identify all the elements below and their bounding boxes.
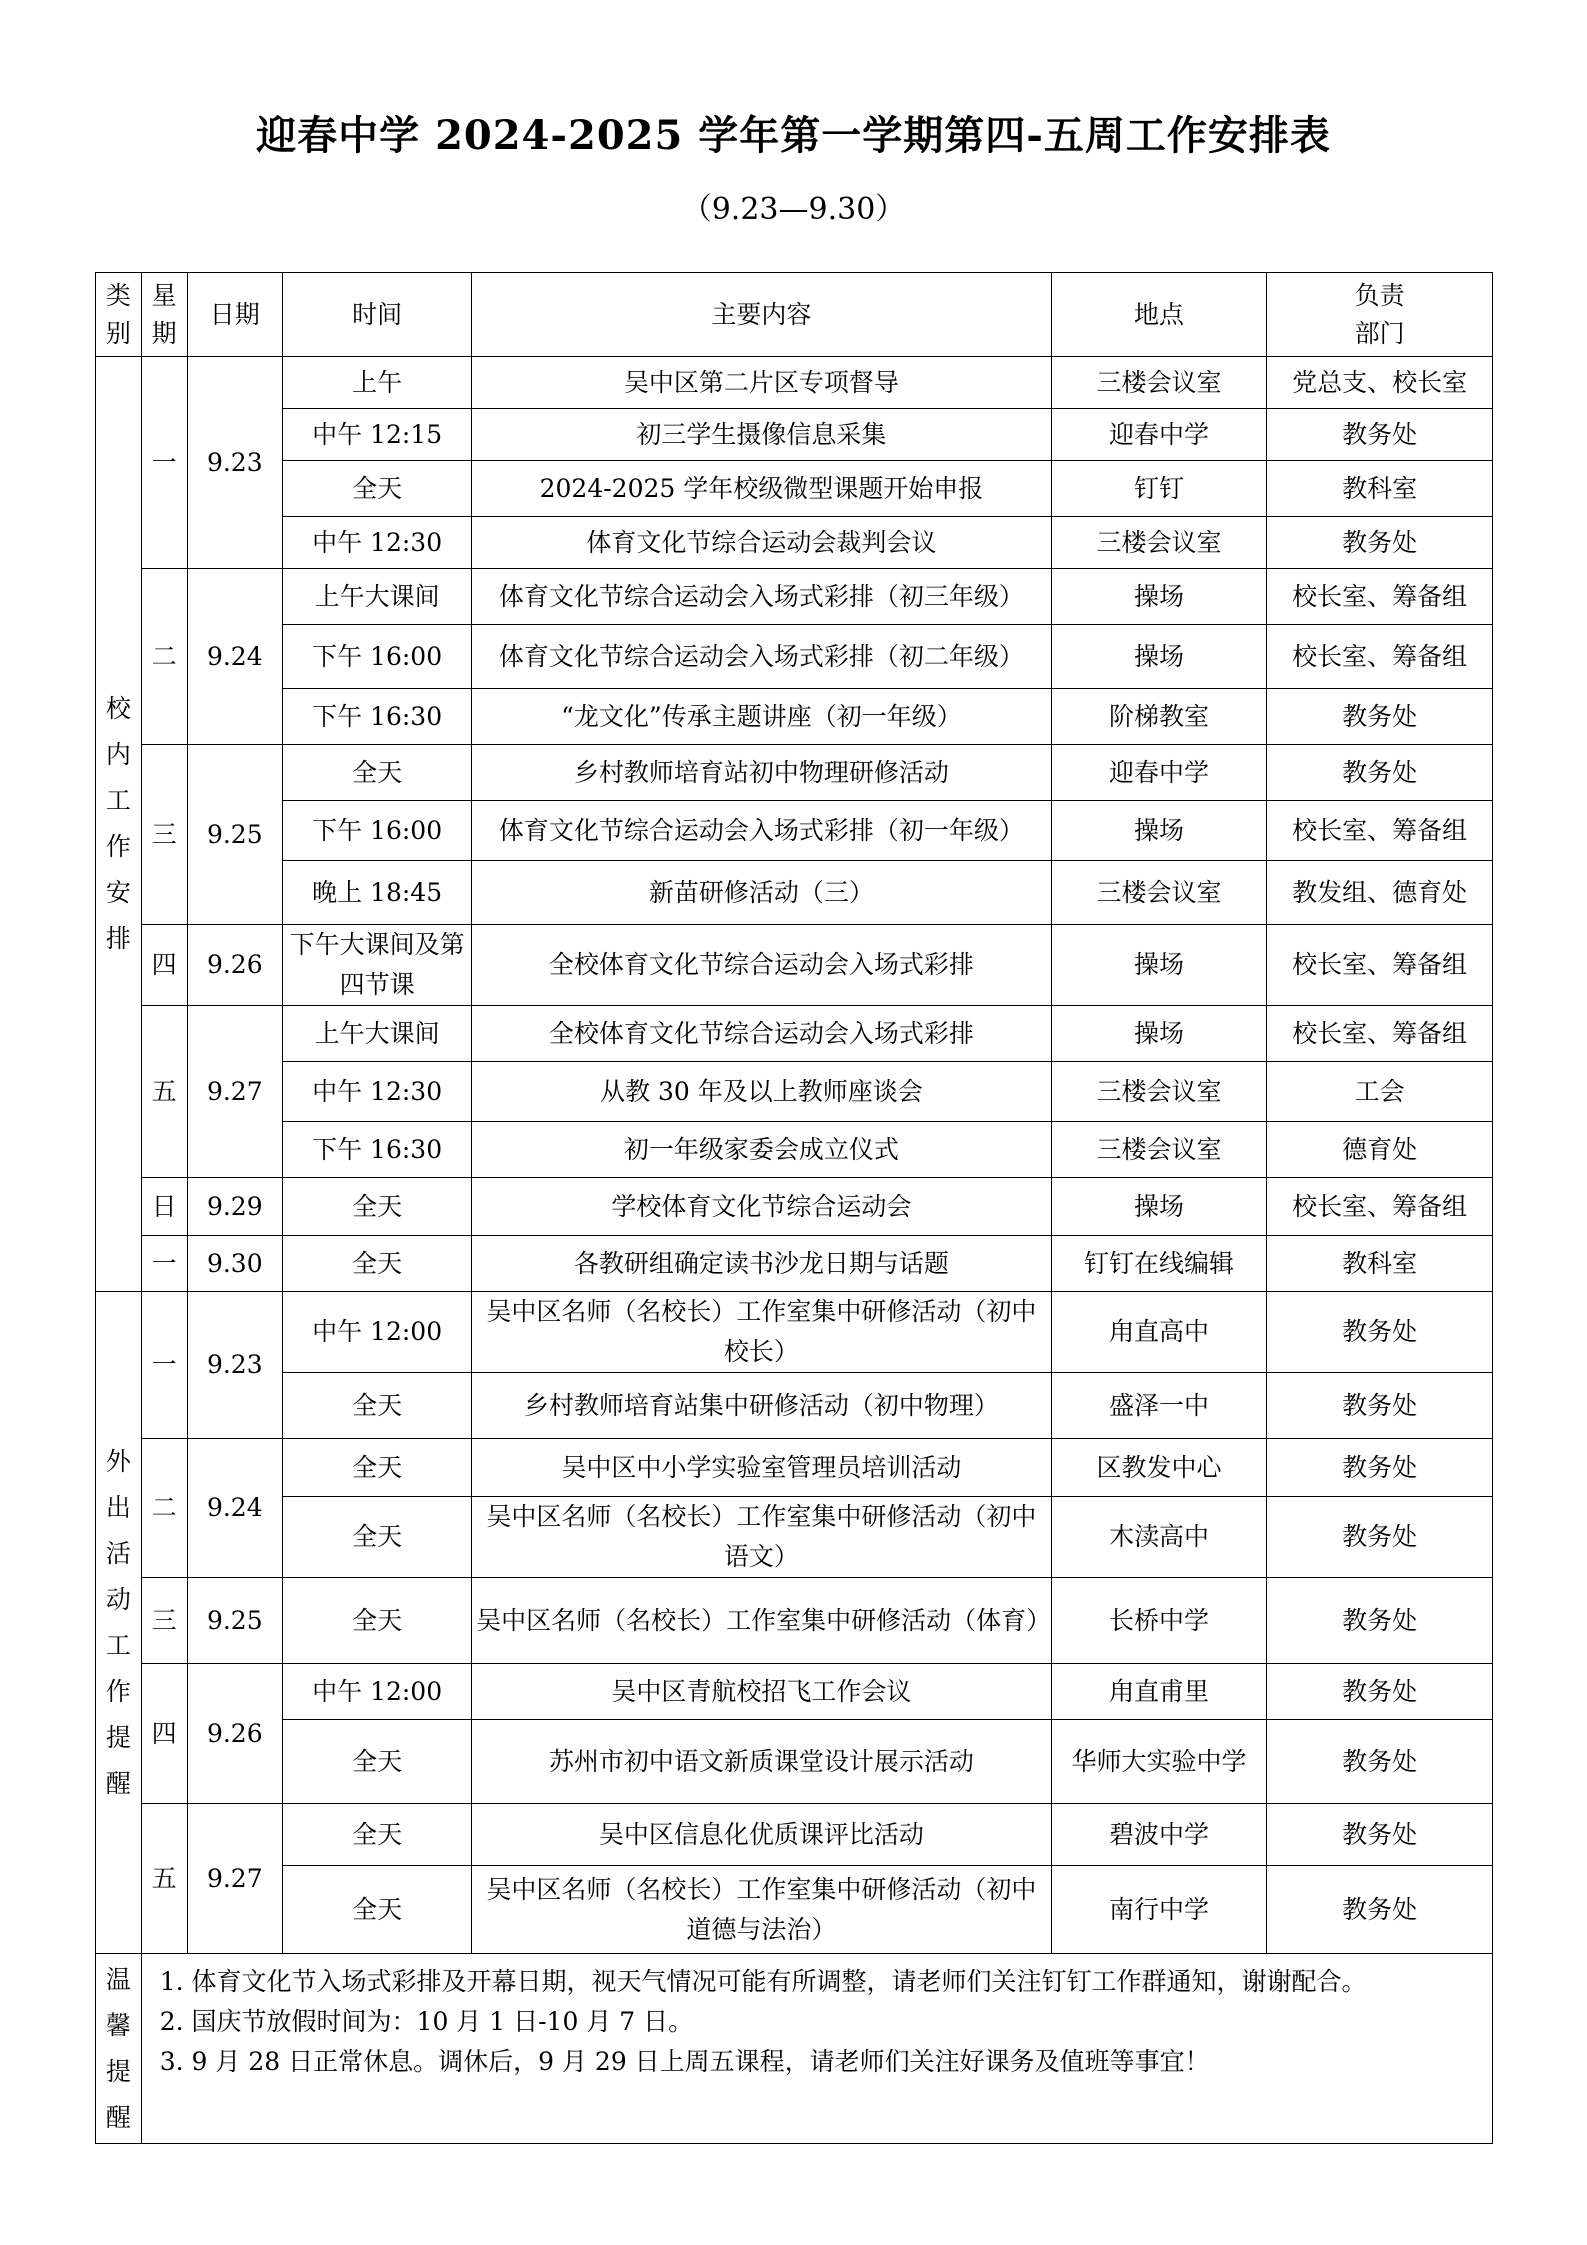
time-cell: 中午 12:15 [283,409,472,461]
time-cell: 全天 [283,1178,472,1236]
schedule-table [95,272,1493,2144]
table-row [96,1439,1493,1497]
dept-cell: 教发组、德育处 [1267,861,1493,925]
place-cell: 甪直高中 [1051,1292,1267,1373]
content-cell: 苏州市初中语文新质课堂设计展示活动 [472,1720,1052,1804]
date-cell: 9.30 [187,1236,283,1292]
content-cell: 吴中区名师（名校长）工作室集中研修活动（初中校长） [472,1292,1052,1373]
weekday-cell: 二 [141,1439,187,1578]
date-cell: 9.25 [187,745,283,925]
content-cell: 新苗研修活动（三） [472,861,1052,925]
place-cell: 长桥中学 [1051,1578,1267,1664]
dept-cell: 教科室 [1267,1236,1493,1292]
place-cell: 操场 [1051,625,1267,689]
time-cell: 下午大课间及第四节课 [283,925,472,1006]
place-cell: 三楼会议室 [1051,861,1267,925]
table-row [96,925,1493,1006]
reminder-category-cell: 温馨提醒 [96,1954,142,2144]
time-cell: 全天 [283,1578,472,1664]
place-cell: 南行中学 [1051,1866,1267,1954]
place-cell: 操场 [1051,569,1267,625]
date-cell: 9.26 [187,925,283,1006]
dept-cell: 教务处 [1267,1439,1493,1497]
table-row [96,1866,1493,1954]
table-row [96,461,1493,517]
time-cell: 全天 [283,1497,472,1578]
place-cell: 华师大实验中学 [1051,1720,1267,1804]
date-cell: 9.26 [187,1664,283,1804]
place-cell: 钉钉在线编辑 [1051,1236,1267,1292]
place-cell: 区教发中心 [1051,1439,1267,1497]
time-cell: 上午大课间 [283,1006,472,1062]
place-cell: 甪直甫里 [1051,1664,1267,1720]
place-cell: 盛泽一中 [1051,1373,1267,1439]
external-category-cell: 外出活动工作提醒 [96,1292,142,1954]
header-place: 地点 [1051,273,1267,357]
content-cell: 初三学生摄像信息采集 [472,409,1052,461]
weekday-cell: 一 [141,357,187,569]
table-row [96,1664,1493,1720]
place-cell: 迎春中学 [1051,409,1267,461]
date-cell: 9.24 [187,1439,283,1578]
dept-cell: 教务处 [1267,1373,1493,1439]
table-row [96,569,1493,625]
time-cell: 中午 12:00 [283,1292,472,1373]
dept-cell: 校长室、筹备组 [1267,1006,1493,1062]
table-row [96,357,1493,409]
table-row [96,745,1493,801]
page-title: 迎春中学 2024-2025 学年第一学期第四-五周工作安排表 [256,112,1331,159]
content-cell: 各教研组确定读书沙龙日期与话题 [472,1236,1052,1292]
dept-cell: 教务处 [1267,745,1493,801]
weekday-cell: 一 [141,1292,187,1439]
weekday-cell: 四 [141,925,187,1006]
time-cell: 全天 [283,745,472,801]
weekday-cell: 日 [141,1178,187,1236]
content-cell: 吴中区名师（名校长）工作室集中研修活动（初中道德与法治） [472,1866,1052,1954]
place-cell: 操场 [1051,1006,1267,1062]
table-row [96,801,1493,861]
time-cell: 下午 16:30 [283,689,472,745]
time-cell: 全天 [283,1866,472,1954]
place-cell: 阶梯教室 [1051,689,1267,745]
place-cell: 操场 [1051,1178,1267,1236]
content-cell: 全校体育文化节综合运动会入场式彩排 [472,1006,1052,1062]
dept-cell: 德育处 [1267,1122,1493,1178]
dept-cell: 教务处 [1267,1804,1493,1866]
time-cell: 上午大课间 [283,569,472,625]
time-cell: 中午 12:30 [283,1062,472,1122]
time-cell: 全天 [283,1373,472,1439]
time-cell: 晚上 18:45 [283,861,472,925]
date-cell: 9.27 [187,1006,283,1178]
date-cell: 9.25 [187,1578,283,1664]
reminder-note: 1. 体育文化节入场式彩排及开幕日期，视天气情况可能有所调整，请老师们关注钉钉工作群通知，谢谢配合。 [159,1967,1367,1996]
content-cell: 吴中区第二片区专项督导 [472,357,1052,409]
time-cell: 全天 [283,1720,472,1804]
time-cell: 全天 [283,461,472,517]
header-weekday: 星期 [141,273,187,357]
dept-cell: 教务处 [1267,409,1493,461]
reminder-note: 2. 国庆节放假时间为：10 月 1 日-10 月 7 日。 [159,2007,694,2036]
dept-cell: 校长室、筹备组 [1267,801,1493,861]
header-time: 时间 [283,273,472,357]
table-row [96,625,1493,689]
place-cell: 钉钉 [1051,461,1267,517]
content-cell: 初一年级家委会成立仪式 [472,1122,1052,1178]
content-cell: 吴中区名师（名校长）工作室集中研修活动（初中语文） [472,1497,1052,1578]
header-dept: 负责部门 [1267,273,1493,357]
table-row [96,1373,1493,1439]
table-row [96,1720,1493,1804]
time-cell: 全天 [283,1236,472,1292]
dept-cell: 校长室、筹备组 [1267,569,1493,625]
table-row [96,1122,1493,1178]
time-cell: 中午 12:00 [283,1664,472,1720]
date-cell: 9.29 [187,1178,283,1236]
content-cell: 乡村教师培育站初中物理研修活动 [472,745,1052,801]
weekday-cell: 三 [141,745,187,925]
table-row [96,1006,1493,1062]
internal-category-cell: 校内工作安排 [96,357,142,1292]
content-cell: 吴中区青航校招飞工作会议 [472,1664,1052,1720]
weekday-cell: 二 [141,569,187,745]
dept-cell: 教科室 [1267,461,1493,517]
table-row [96,1292,1493,1373]
table-row [96,1062,1493,1122]
table-row [96,1178,1493,1236]
time-cell: 上午 [283,357,472,409]
reminder-notes [141,1954,1492,2144]
content-cell: 吴中区中小学实验室管理员培训活动 [472,1439,1052,1497]
dept-cell: 教务处 [1267,689,1493,745]
dept-cell: 校长室、筹备组 [1267,1178,1493,1236]
time-cell: 全天 [283,1804,472,1866]
date-cell: 9.24 [187,569,283,745]
table-row [96,517,1493,569]
dept-cell: 校长室、筹备组 [1267,625,1493,689]
time-cell: 下午 16:30 [283,1122,472,1178]
content-cell: 体育文化节综合运动会入场式彩排（初三年级） [472,569,1052,625]
content-cell: 吴中区信息化优质课评比活动 [472,1804,1052,1866]
place-cell: 三楼会议室 [1051,517,1267,569]
place-cell: 碧波中学 [1051,1804,1267,1866]
dept-cell: 教务处 [1267,517,1493,569]
table-row [96,1497,1493,1578]
dept-cell: 教务处 [1267,1866,1493,1954]
place-cell: 三楼会议室 [1051,1062,1267,1122]
reminder-row [96,1954,1493,2144]
content-cell: 全校体育文化节综合运动会入场式彩排 [472,925,1052,1006]
table-row [96,1578,1493,1664]
table-row [96,409,1493,461]
date-cell: 9.23 [187,1292,283,1439]
content-cell: “龙文化”传承主题讲座（初一年级） [472,689,1052,745]
place-cell: 三楼会议室 [1051,1122,1267,1178]
time-cell: 全天 [283,1439,472,1497]
header-row [96,273,1493,357]
content-cell: 体育文化节综合运动会裁判会议 [472,517,1052,569]
place-cell: 木渎高中 [1051,1497,1267,1578]
weekday-cell: 五 [141,1804,187,1954]
content-cell: 乡村教师培育站集中研修活动（初中物理） [472,1373,1052,1439]
reminder-note: 3. 9 月 28 日正常休息。调休后，9 月 29 日上周五课程，请老师们关注好课务及值班等事宜！ [159,2047,1210,2076]
place-cell: 三楼会议室 [1051,357,1267,409]
table-row [96,1804,1493,1866]
content-cell: 体育文化节综合运动会入场式彩排（初一年级） [472,801,1052,861]
content-cell: 2024-2025 学年校级微型课题开始申报 [472,461,1052,517]
date-cell: 9.27 [187,1804,283,1954]
dept-cell: 教务处 [1267,1497,1493,1578]
weekday-cell: 一 [141,1236,187,1292]
dept-cell: 党总支、校长室 [1267,357,1493,409]
weekday-cell: 四 [141,1664,187,1804]
content-cell: 从教 30 年及以上教师座谈会 [472,1062,1052,1122]
table-row [96,861,1493,925]
date-range: （9.23—9.30） [681,192,906,227]
place-cell: 操场 [1051,801,1267,861]
header-date: 日期 [187,273,283,357]
dept-cell: 教务处 [1267,1292,1493,1373]
time-cell: 下午 16:00 [283,801,472,861]
place-cell: 操场 [1051,925,1267,1006]
dept-cell: 教务处 [1267,1720,1493,1804]
time-cell: 下午 16:00 [283,625,472,689]
date-cell: 9.23 [187,357,283,569]
content-cell: 吴中区名师（名校长）工作室集中研修活动（体育） [472,1578,1052,1664]
dept-cell: 教务处 [1267,1578,1493,1664]
weekday-cell: 三 [141,1578,187,1664]
content-cell: 学校体育文化节综合运动会 [472,1178,1052,1236]
place-cell: 迎春中学 [1051,745,1267,801]
table-row [96,1236,1493,1292]
dept-cell: 教务处 [1267,1664,1493,1720]
header-content: 主要内容 [472,273,1052,357]
header-type: 类别 [96,273,142,357]
table-row [96,689,1493,745]
time-cell: 中午 12:30 [283,517,472,569]
dept-cell: 校长室、筹备组 [1267,925,1493,1006]
dept-cell: 工会 [1267,1062,1493,1122]
weekday-cell: 五 [141,1006,187,1178]
content-cell: 体育文化节综合运动会入场式彩排（初二年级） [472,625,1052,689]
